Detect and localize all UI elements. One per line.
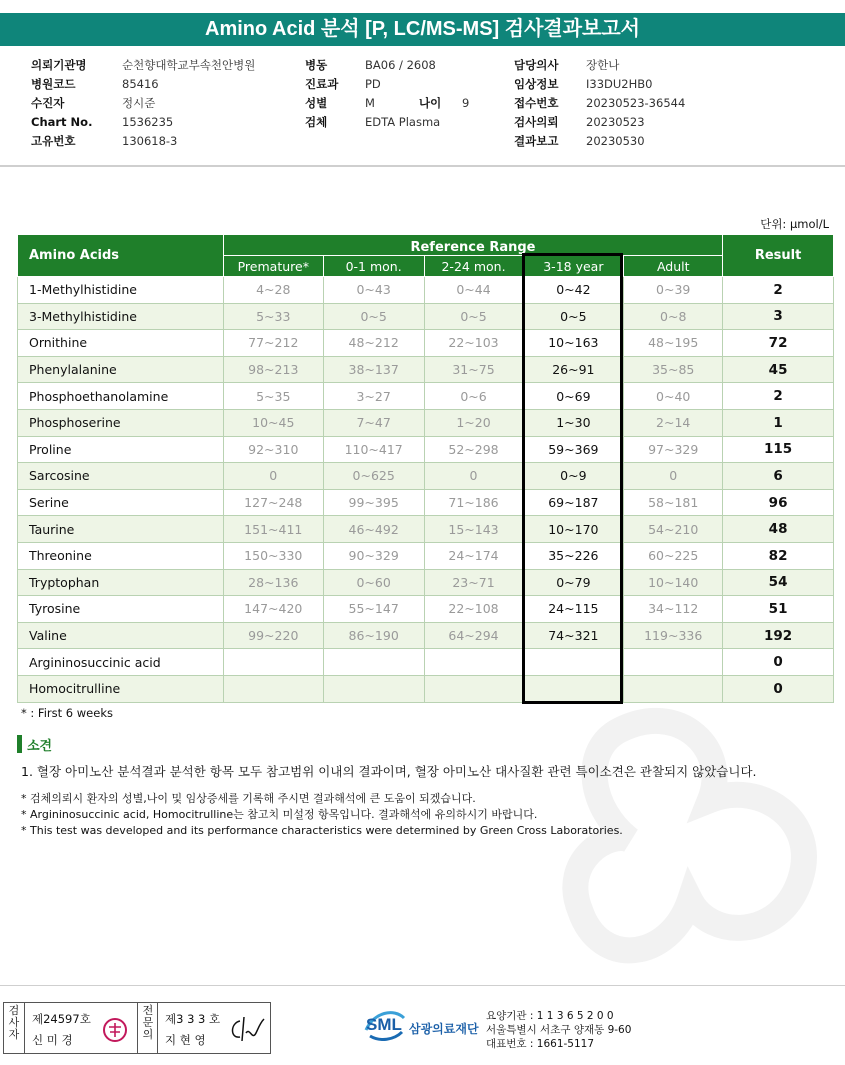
info-column-3 xyxy=(514,56,685,151)
lab-code: 요양기관 : 1 1 3 6 5 2 0 0 xyxy=(486,1010,614,1022)
amino-acid-name: Phenylalanine xyxy=(18,356,224,383)
table-row xyxy=(18,463,834,490)
reference-range-cell: 0~625 xyxy=(323,463,424,490)
reference-range-cell: 0 xyxy=(424,463,523,490)
unit-label: 단위: μmol/L xyxy=(760,217,829,231)
specialist-signature-icon xyxy=(226,1015,266,1045)
finding-text: 1. 혈장 아미노산 분석결과 분석한 항목 모두 참고범위 이내의 결과이며, 혈장 아미노산 대사질환 관련 특이소견은 관찰되지 않았습니다. xyxy=(21,764,757,779)
reference-range-cell: 48~195 xyxy=(624,330,723,357)
subheader-2: 2-24 mon. xyxy=(424,256,523,277)
table-row xyxy=(18,569,834,596)
info-row xyxy=(31,113,255,132)
amino-acid-name: Threonine xyxy=(18,542,224,569)
reference-range-cell: 10~163 xyxy=(523,330,624,357)
result-cell: 0 xyxy=(723,675,834,702)
info-value: 1536235 xyxy=(122,115,174,129)
lab-name: 삼광의료재단 xyxy=(409,1022,479,1036)
table-row xyxy=(18,436,834,463)
reference-range-cell: 58~181 xyxy=(624,489,723,516)
reference-range-cell: 150~330 xyxy=(223,542,323,569)
divider xyxy=(0,165,845,167)
lab-logo xyxy=(364,1008,484,1048)
info-value: 장한나 xyxy=(586,58,620,72)
result-cell: 51 xyxy=(723,596,834,623)
info-row xyxy=(514,113,685,132)
subheader-1: 0-1 mon. xyxy=(323,256,424,277)
reference-range-cell: 7~47 xyxy=(323,409,424,436)
reference-range-cell: 60~225 xyxy=(624,542,723,569)
divider xyxy=(157,1003,158,1053)
reference-range-cell: 5~35 xyxy=(223,383,323,410)
info-row xyxy=(31,94,255,113)
result-cell: 72 xyxy=(723,330,834,357)
reference-range-cell: 10~45 xyxy=(223,409,323,436)
info-value: BA06 / 2608 xyxy=(365,58,436,72)
section-marker xyxy=(17,735,22,753)
result-cell: 45 xyxy=(723,356,834,383)
info-label: 의뢰기관명 xyxy=(31,58,87,72)
info-label: 임상정보 xyxy=(514,77,559,91)
amino-acid-name: Taurine xyxy=(18,516,224,543)
info-value: 20230530 xyxy=(586,134,645,148)
reference-range-cell: 1~20 xyxy=(424,409,523,436)
info-label: 병동 xyxy=(305,58,328,72)
info-row xyxy=(514,56,685,75)
subheader-4: Adult xyxy=(624,256,723,277)
reference-range-cell: 0~42 xyxy=(523,277,624,304)
result-cell: 115 xyxy=(723,436,834,463)
table-row xyxy=(18,596,834,623)
reference-range-cell: 0 xyxy=(624,463,723,490)
result-cell: 0 xyxy=(723,649,834,676)
reference-range-cell: 151~411 xyxy=(223,516,323,543)
reference-range-cell: 90~329 xyxy=(323,542,424,569)
info-row xyxy=(514,75,685,94)
amino-acid-table xyxy=(17,234,834,703)
info-label: 병원코드 xyxy=(31,77,76,91)
reference-range-cell xyxy=(223,649,323,676)
examiner-seal-icon xyxy=(102,1017,128,1043)
amino-acid-name: Tryptophan xyxy=(18,569,224,596)
divider xyxy=(137,1003,138,1053)
info-column-1 xyxy=(31,56,255,151)
result-cell: 3 xyxy=(723,303,834,330)
reference-range-cell: 71~186 xyxy=(424,489,523,516)
reference-range-cell: 99~395 xyxy=(323,489,424,516)
reference-range-cell: 77~212 xyxy=(223,330,323,357)
result-cell: 48 xyxy=(723,516,834,543)
note-line: * Argininosuccinic acid, Homocitrulline는 참고치 미설정 항목입니다. 결과해석에 유의하시기 바랍니다. xyxy=(21,808,538,821)
reference-range-cell: 4~28 xyxy=(223,277,323,304)
info-row xyxy=(31,75,255,94)
lab-address-block xyxy=(486,1009,631,1051)
table-row xyxy=(18,675,834,702)
reference-range-cell: 127~248 xyxy=(223,489,323,516)
table-row xyxy=(18,409,834,436)
table-body xyxy=(18,277,834,703)
info-label: 검사의뢰 xyxy=(514,115,559,129)
table-row xyxy=(18,303,834,330)
reference-range-cell: 34~112 xyxy=(624,596,723,623)
lab-address: 서울특별시 서초구 양재동 9-60 xyxy=(486,1024,632,1036)
reference-range-cell xyxy=(424,649,523,676)
table-row xyxy=(18,489,834,516)
info-label: 고유번호 xyxy=(31,134,76,148)
reference-range-cell: 24~115 xyxy=(523,596,624,623)
amino-acid-name: Tyrosine xyxy=(18,596,224,623)
info-row xyxy=(514,94,685,113)
amino-acid-name: Homocitrulline xyxy=(18,675,224,702)
reference-range-cell: 69~187 xyxy=(523,489,624,516)
info-value: I33DU2HB0 xyxy=(586,77,653,91)
signature-box xyxy=(3,1002,271,1054)
reference-range-cell: 0~6 xyxy=(424,383,523,410)
info-column-2 xyxy=(305,56,469,132)
footnote-premature: * : First 6 weeks xyxy=(21,706,113,720)
reference-range-cell: 74~321 xyxy=(523,622,624,649)
reference-range-cell xyxy=(424,675,523,702)
info-label-age: 나이 xyxy=(419,96,442,110)
reference-range-cell: 35~226 xyxy=(523,542,624,569)
table-row xyxy=(18,277,834,304)
reference-range-cell: 31~75 xyxy=(424,356,523,383)
reference-range-cell: 0~69 xyxy=(523,383,624,410)
info-row xyxy=(305,113,469,132)
divider xyxy=(24,1003,25,1053)
info-row xyxy=(31,56,255,75)
amino-acid-name: Proline xyxy=(18,436,224,463)
watermark-logo xyxy=(560,690,845,990)
specialist-no: 제3 3 3 호 xyxy=(165,1012,221,1026)
reference-range-cell: 3~27 xyxy=(323,383,424,410)
reference-range-cell: 86~190 xyxy=(323,622,424,649)
info-value: 정시준 xyxy=(122,96,156,110)
table-row xyxy=(18,542,834,569)
findings-title: 소견 xyxy=(27,739,53,754)
header-reference-range: Reference Range xyxy=(223,235,722,256)
amino-acid-name: Sarcosine xyxy=(18,463,224,490)
reference-range-cell: 64~294 xyxy=(424,622,523,649)
info-label: Chart No. xyxy=(31,115,93,129)
info-value: PD xyxy=(365,77,381,91)
reference-range-cell: 97~329 xyxy=(624,436,723,463)
info-label: 결과보고 xyxy=(514,134,559,148)
reference-range-cell: 23~71 xyxy=(424,569,523,596)
notes xyxy=(21,791,623,839)
reference-range-cell: 48~212 xyxy=(323,330,424,357)
reference-range-cell xyxy=(223,675,323,702)
reference-range-cell: 98~213 xyxy=(223,356,323,383)
table-row xyxy=(18,649,834,676)
reference-range-cell: 55~147 xyxy=(323,596,424,623)
info-value: EDTA Plasma xyxy=(365,115,441,129)
info-row xyxy=(514,132,685,151)
reference-range-cell: 52~298 xyxy=(424,436,523,463)
reference-range-cell: 0~5 xyxy=(424,303,523,330)
amino-acid-name: Phosphoethanolamine xyxy=(18,383,224,410)
info-value-age: 9 xyxy=(462,96,470,110)
reference-range-cell xyxy=(523,649,624,676)
reference-range-cell xyxy=(323,649,424,676)
note-line: * This test was developed and its performance characteristics were determined by Green Cross Laboratories. xyxy=(21,824,623,837)
reference-range-cell: 1~30 xyxy=(523,409,624,436)
reference-range-cell: 0~60 xyxy=(323,569,424,596)
result-cell: 96 xyxy=(723,489,834,516)
reference-range-cell xyxy=(624,675,723,702)
info-label: 담당의사 xyxy=(514,58,559,72)
info-label: 접수번호 xyxy=(514,96,559,110)
table-row xyxy=(18,330,834,357)
info-value: 20230523-36544 xyxy=(586,96,686,110)
reference-range-cell: 0~8 xyxy=(624,303,723,330)
header-amino-acids: Amino Acids xyxy=(18,235,224,277)
table-row xyxy=(18,356,834,383)
reference-range-cell: 0~5 xyxy=(323,303,424,330)
specialist-name: 지 현 영 xyxy=(165,1033,206,1047)
reference-range-cell: 2~14 xyxy=(624,409,723,436)
subheader-0: Premature* xyxy=(223,256,323,277)
amino-acid-name: Argininosuccinic acid xyxy=(18,649,224,676)
header-result: Result xyxy=(723,235,834,277)
reference-range-cell: 10~170 xyxy=(523,516,624,543)
footer-divider xyxy=(0,985,845,986)
reference-range-cell: 26~91 xyxy=(523,356,624,383)
specialist-label: 전 문 의 xyxy=(142,1004,154,1041)
reference-range-cell: 0~44 xyxy=(424,277,523,304)
info-value: M xyxy=(365,96,375,110)
reference-range-cell: 54~210 xyxy=(624,516,723,543)
info-value: 순천향대학교부속천안병원 xyxy=(122,58,256,72)
logo-text: SML xyxy=(366,1015,402,1034)
amino-acid-name: 3-Methylhistidine xyxy=(18,303,224,330)
table-row xyxy=(18,622,834,649)
reference-range-cell: 5~33 xyxy=(223,303,323,330)
info-value: 85416 xyxy=(122,77,159,91)
info-row xyxy=(305,56,469,75)
table-row xyxy=(18,516,834,543)
reference-range-cell: 0 xyxy=(223,463,323,490)
result-cell: 2 xyxy=(723,277,834,304)
info-value: 20230523 xyxy=(586,115,645,129)
reference-range-cell: 24~174 xyxy=(424,542,523,569)
reference-range-cell: 0~5 xyxy=(523,303,624,330)
reference-range-cell: 15~143 xyxy=(424,516,523,543)
reference-range-cell: 59~369 xyxy=(523,436,624,463)
info-label: 진료과 xyxy=(305,77,339,91)
result-cell: 2 xyxy=(723,383,834,410)
amino-acid-name: 1-Methylhistidine xyxy=(18,277,224,304)
info-row xyxy=(305,94,469,113)
reference-range-cell: 119~336 xyxy=(624,622,723,649)
info-label: 검체 xyxy=(305,115,328,129)
info-label: 수진자 xyxy=(31,96,65,110)
reference-range-cell: 147~420 xyxy=(223,596,323,623)
examiner-no: 제24597호 xyxy=(32,1012,91,1026)
info-row xyxy=(305,75,469,94)
reference-range-cell xyxy=(323,675,424,702)
examiner-name: 신 미 경 xyxy=(32,1033,73,1047)
amino-acid-name: Ornithine xyxy=(18,330,224,357)
reference-range-cell xyxy=(624,649,723,676)
amino-acid-name: Valine xyxy=(18,622,224,649)
reference-range-cell: 22~103 xyxy=(424,330,523,357)
reference-range-cell: 22~108 xyxy=(424,596,523,623)
examiner-label: 검 사 자 xyxy=(8,1004,20,1041)
reference-range-cell: 0~40 xyxy=(624,383,723,410)
reference-range-cell: 10~140 xyxy=(624,569,723,596)
reference-range-cell: 0~9 xyxy=(523,463,624,490)
info-row xyxy=(31,132,255,151)
lab-phone: 대표번호 : 1661-5117 xyxy=(486,1038,595,1050)
info-value: 130618-3 xyxy=(122,134,178,148)
result-cell: 6 xyxy=(723,463,834,490)
result-cell: 54 xyxy=(723,569,834,596)
result-cell: 82 xyxy=(723,542,834,569)
reference-range-cell: 46~492 xyxy=(323,516,424,543)
reference-range-cell: 38~137 xyxy=(323,356,424,383)
table-row xyxy=(18,383,834,410)
reference-range-cell: 0~79 xyxy=(523,569,624,596)
reference-range-cell: 92~310 xyxy=(223,436,323,463)
reference-range-cell: 110~417 xyxy=(323,436,424,463)
reference-range-cell: 35~85 xyxy=(624,356,723,383)
amino-acid-name: Phosphoserine xyxy=(18,409,224,436)
note-line: * 검체의뢰시 환자의 성별,나이 및 임상증세를 기록해 주시면 결과해석에 큰 도움이 되겠습니다. xyxy=(21,792,476,805)
reference-range-cell: 0~39 xyxy=(624,277,723,304)
result-cell: 1 xyxy=(723,409,834,436)
reference-range-cell: 0~43 xyxy=(323,277,424,304)
reference-range-cell: 28~136 xyxy=(223,569,323,596)
reference-range-cell xyxy=(523,675,624,702)
report-title: Amino Acid 분석 [P, LC/MS-MS] 검사결과보고서 xyxy=(0,13,845,46)
reference-range-cell: 99~220 xyxy=(223,622,323,649)
info-label: 성별 xyxy=(305,96,328,110)
result-cell: 192 xyxy=(723,622,834,649)
amino-acid-name: Serine xyxy=(18,489,224,516)
subheader-3: 3-18 year xyxy=(523,256,624,277)
